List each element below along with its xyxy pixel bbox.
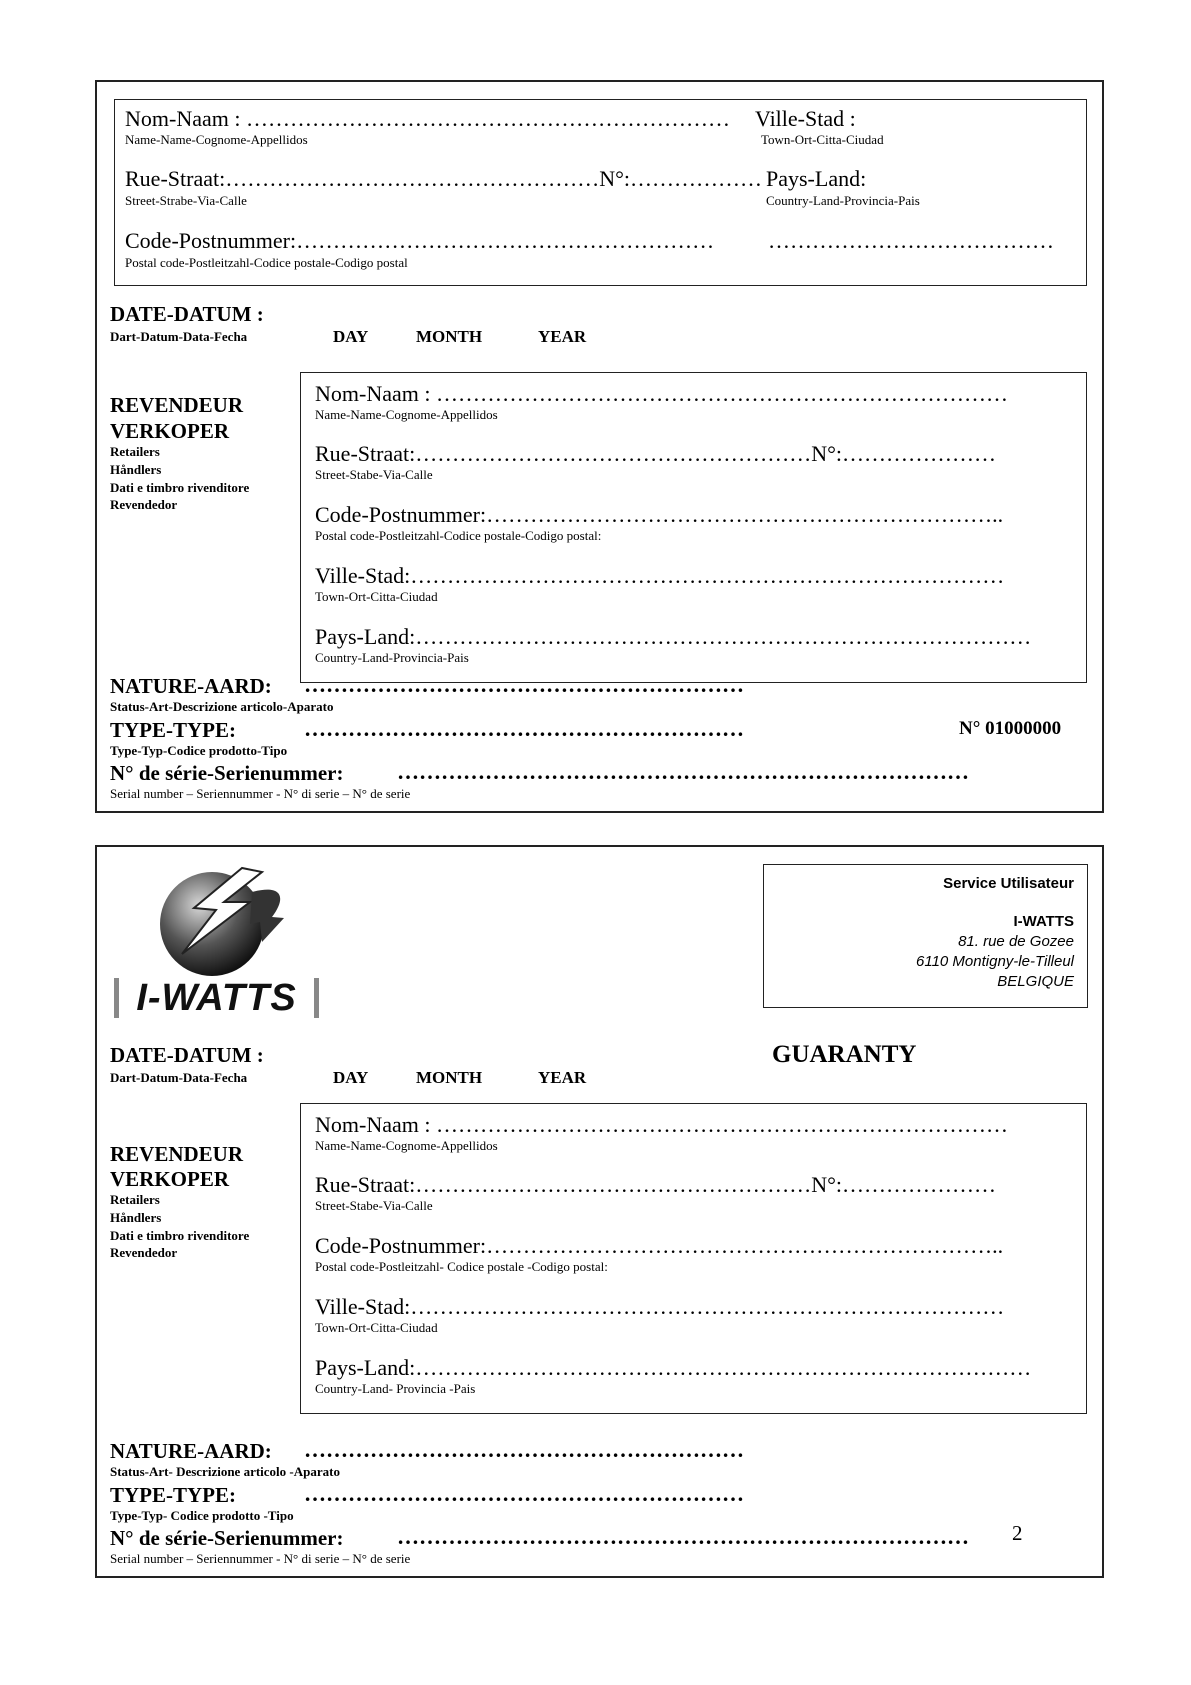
date-label: DATE-DATUM : xyxy=(110,1043,264,1067)
retailer-street-sublabel: Street-Stabe-Via-Calle xyxy=(315,467,433,482)
retailer-title-6: Revendedor xyxy=(110,1245,178,1260)
type-label: TYPE-TYPE: xyxy=(110,1483,236,1507)
logo-wordmark xyxy=(114,978,319,1018)
card-number: N° 01000000 xyxy=(959,718,1062,739)
type-field[interactable]: …………………………………………………… xyxy=(304,1481,744,1506)
service-address-box xyxy=(763,864,1088,1008)
retailer-postcode-sublabel: Postal code-Postleitzahl- Codice postale -Codigo postal: xyxy=(315,1259,608,1274)
retailer-postcode-field[interactable]: Code-Postnummer:…………………………………………………………….. xyxy=(315,1233,1004,1258)
retailer-city-field[interactable]: Ville-Stad:……………………………………………………………………… xyxy=(315,563,1005,588)
nature-field[interactable]: …………………………………………………… xyxy=(304,672,744,697)
customer-street-field[interactable]: Rue-Straat:……………………………………………N°:……………… xyxy=(125,166,762,191)
date-day[interactable]: DAY xyxy=(333,1068,369,1087)
serial-field[interactable]: …………………………………………………………………… xyxy=(397,1524,969,1549)
date-year[interactable]: YEAR xyxy=(538,1068,587,1087)
retailer-city-sublabel: Town-Ort-Citta-Ciudad xyxy=(315,1320,438,1335)
retailer-title-4: Håndlers xyxy=(110,462,162,477)
nature-field[interactable]: …………………………………………………… xyxy=(304,1437,744,1462)
nature-label: NATURE-AARD: xyxy=(110,1439,272,1463)
date-month[interactable]: MONTH xyxy=(416,327,483,346)
customer-city-sublabel: Town-Ort-Citta-Ciudad xyxy=(761,132,884,147)
serial-sublabel: Serial number – Seriennummer - N° di serie – N° de serie xyxy=(110,786,411,801)
service-title: Service Utilisateur xyxy=(943,875,1074,892)
retailer-city-sublabel: Town-Ort-Citta-Ciudad xyxy=(315,589,438,604)
nature-label: NATURE-AARD: xyxy=(110,674,272,698)
service-address-3: BELGIQUE xyxy=(997,973,1074,990)
warranty-card-bottom xyxy=(95,845,1104,1578)
serial-label: N° de série-Serienummer: xyxy=(110,761,344,785)
date-sublabel: Dart-Datum-Data-Fecha xyxy=(110,1070,248,1085)
service-address-2: 6110 Montigny-le-Tilleul xyxy=(916,953,1074,970)
retailer-street-field[interactable]: Rue-Straat:………………………………………………N°:………………… xyxy=(315,441,996,466)
retailer-country-field[interactable]: Pays-Land:………………………………………………………………………… xyxy=(315,624,1032,649)
nature-sublabel: Status-Art- Descrizione articolo -Aparato xyxy=(110,1464,340,1479)
retailer-street-sublabel: Street-Stabe-Via-Calle xyxy=(315,1198,433,1213)
type-label: TYPE-TYPE: xyxy=(110,718,236,742)
customer-country-field[interactable]: Pays-Land: xyxy=(766,166,867,191)
date-month[interactable]: MONTH xyxy=(416,1068,483,1087)
customer-city-field[interactable]: Ville-Stad : xyxy=(755,106,856,131)
customer-name-field[interactable]: Nom-Naam : ………………………………………………………… xyxy=(125,106,730,131)
retailer-country-field[interactable]: Pays-Land:………………………………………………………………………… xyxy=(315,1355,1032,1380)
customer-country-sublabel: Country-Land-Provincia-Pais xyxy=(766,193,920,208)
nature-sublabel: Status-Art-Descrizione articolo-Aparato xyxy=(110,699,334,714)
retailer-address-box xyxy=(300,372,1087,683)
retailer-name-field[interactable]: Nom-Naam : …………………………………………………………………… xyxy=(315,1112,1008,1137)
date-year[interactable]: YEAR xyxy=(538,327,587,346)
type-sublabel: Type-Typ-Codice prodotto-Tipo xyxy=(110,743,288,758)
retailer-name-sublabel: Name-Name-Cognome-Appellidos xyxy=(315,1138,498,1153)
i-watts-logo xyxy=(112,862,322,1032)
retailer-street-field[interactable]: Rue-Straat:………………………………………………N°:………………… xyxy=(315,1172,996,1197)
date-day[interactable]: DAY xyxy=(333,327,369,346)
service-address-1: 81. rue de Gozee xyxy=(958,933,1074,950)
customer-street-sublabel: Street-Strabe-Via-Calle xyxy=(125,193,247,208)
service-company: I-WATTS xyxy=(1013,913,1074,930)
customer-postcode-field[interactable]: Code-Postnummer:………………………………………………… xyxy=(125,228,715,253)
guaranty-title: GUARANTY xyxy=(772,1041,917,1068)
retailer-title-3: Retailers xyxy=(110,444,160,459)
page-number: 2 xyxy=(1012,1521,1023,1545)
retailer-title-5: Dati e timbro rivenditore xyxy=(110,480,250,495)
customer-name-sublabel: Name-Name-Cognome-Appellidos xyxy=(125,132,308,147)
retailer-title-1: REVENDEUR xyxy=(110,1142,244,1166)
retailer-title-6: Revendedor xyxy=(110,497,178,512)
retailer-postcode-field[interactable]: Code-Postnummer:…………………………………………………………….. xyxy=(315,502,1004,527)
date-sublabel: Dart-Datum-Data-Fecha xyxy=(110,329,248,344)
retailer-name-sublabel: Name-Name-Cognome-Appellidos xyxy=(315,407,498,422)
customer-postcode-sublabel: Postal code-Postleitzahl-Codice postale-Codigo postal xyxy=(125,255,408,270)
retailer-country-sublabel: Country-Land- Provincia -Pais xyxy=(315,1381,476,1396)
serial-sublabel: Serial number – Seriennummer - N° di serie – N° de serie xyxy=(110,1551,411,1566)
retailer-city-field[interactable]: Ville-Stad:……………………………………………………………………… xyxy=(315,1294,1005,1319)
warranty-card-top xyxy=(95,80,1104,813)
retailer-address-box xyxy=(300,1103,1087,1414)
retailer-title-5: Dati e timbro rivenditore xyxy=(110,1228,250,1243)
serial-field[interactable]: …………………………………………………………………… xyxy=(397,759,969,784)
retailer-title-4: Håndlers xyxy=(110,1210,162,1225)
retailer-country-sublabel: Country-Land-Provincia-Pais xyxy=(315,650,469,665)
retailer-postcode-sublabel: Postal code-Postleitzahl-Codice postale-Codigo postal: xyxy=(315,528,602,543)
retailer-title-2: VERKOPER xyxy=(110,1167,230,1191)
retailer-title-3: Retailers xyxy=(110,1192,160,1207)
type-sublabel: Type-Typ- Codice prodotto -Tipo xyxy=(110,1508,294,1523)
logo-text: I-WATTS xyxy=(136,977,297,1019)
customer-address-box xyxy=(114,99,1087,286)
serial-label: N° de série-Serienummer: xyxy=(110,1526,344,1550)
retailer-name-field[interactable]: Nom-Naam : …………………………………………………………………… xyxy=(315,381,1008,406)
type-field[interactable]: …………………………………………………… xyxy=(304,716,744,741)
date-label: DATE-DATUM : xyxy=(110,302,264,326)
retailer-title-1: REVENDEUR xyxy=(110,393,244,417)
retailer-title-2: VERKOPER xyxy=(110,419,230,443)
customer-country-dots[interactable]: ………………………………… xyxy=(768,228,1054,253)
lightning-globe-icon xyxy=(112,862,322,980)
